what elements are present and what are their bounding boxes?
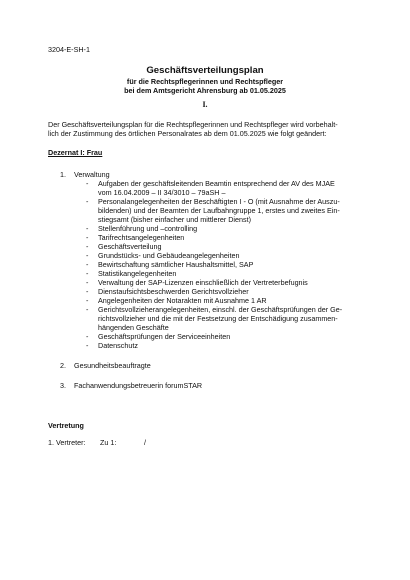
sub-list [86,179,365,350]
list-gap [60,370,365,381]
intro-line: Der Geschäftsverteilungsplan für die Rechtspflegerinnen und Rechtspfleger wird vorbehalt- [48,120,338,129]
sub-list-item [86,332,365,341]
sub-list-item [86,197,365,224]
sub-item-text [98,179,335,197]
zu-label: Zu 1: [100,438,117,447]
sub-list-item [86,278,365,287]
sub-list-item [86,233,365,242]
sub-list-item [86,287,365,296]
dash-bullet: - [86,278,89,287]
document-title: Geschäftsverteilungsplan [146,65,264,76]
dash-bullet: - [86,269,89,278]
sub-item-text [98,269,176,278]
sub-item-line: Personalangelegenheiten der Beschäftigten I - O (mit Ausnahme der Auszu- [98,197,340,206]
sub-item-line: Statistikangelegenheiten [98,269,177,278]
list-item-number: 3. [60,381,66,390]
document-id: 3204-E-SH-1 [48,45,90,54]
duty-list [60,170,365,390]
sub-item-line: Geschäftsprüfungen der Serviceeinheiten [98,332,231,341]
vertretung-heading: Vertretung [48,421,84,430]
sub-item-text [98,260,253,269]
dash-bullet: - [86,224,89,233]
sub-item-line: vom 16.04.2009 – II 34/3010 – 79aSH – [98,188,226,197]
title-block [48,65,362,95]
sub-item-line: Dienstaufsichtsbeschwerden Gerichtsvollzieher [98,287,249,296]
sub-list-item [86,242,365,251]
list-item-label: Verwaltung [74,170,110,179]
sub-item-line: Angelegenheiten der Notarakten mit Ausnahme 1 AR [98,296,267,305]
intro-paragraph [48,120,362,138]
sub-list-item [86,296,365,305]
sub-item-text [98,233,184,242]
sub-item-text [98,197,340,224]
dash-bullet: - [86,287,89,296]
sub-item-line: Grundstücks- und Gebäudeangelegenheiten [98,251,240,260]
list-item-label: Gesundheitsbeauftragte [74,361,151,370]
sub-item-text [98,242,162,251]
dash-bullet: - [86,341,89,350]
sub-item-text [98,341,138,350]
sub-list-item [86,251,365,260]
sub-item-text [98,278,308,287]
dash-bullet: - [86,242,89,251]
dash-bullet: - [86,251,89,260]
intro-line: lich der Zustimmung des örtlichen Personalrates ab dem 01.05.2025 wie folgt geändert: [48,129,327,138]
sub-list-item [86,224,365,233]
section-number: I. [202,100,208,109]
vertreter-label: 1. Vertreter: [48,438,86,447]
sub-list-item [86,179,365,197]
sub-item-text [98,224,197,233]
sub-item-line: Aufgaben der geschäftsleitenden Beamtin entsprechend der AV des MJAE [98,179,335,188]
sub-item-line: stiegsamt (bisher einfacher und mittlerer Dienst) [98,215,251,224]
title-line-3: bei dem Amtsgericht Ahrensburg ab 01.05.2025 [124,86,286,95]
dash-bullet: - [86,332,89,341]
list-gap [60,350,365,361]
title-line-2: für die Rechtspflegerinnen und Rechtspfleger [126,77,284,86]
list-item [60,361,365,370]
sub-item-text [98,287,249,296]
sub-item-line: Verwaltung der SAP-Lizenzen einschließlich der Vertreterbefugnis [98,278,308,287]
dash-bullet: - [86,179,89,188]
dash-bullet: - [86,197,89,206]
sub-item-line: Bewirtschaftung sämtlicher Haushaltsmittel, SAP [98,260,254,269]
dash-bullet: - [86,296,89,305]
sub-item-text [98,296,267,305]
sub-item-line: Tarifrechtsangelegenheiten [98,233,185,242]
list-item [60,381,365,390]
sub-item-text [98,305,342,332]
list-item-label: Fachanwendungsbetreuerin forumSTAR [74,381,203,390]
sub-list-item [86,260,365,269]
sub-item-line: richtsvollzieher und die mit der Festsetzung der Entschädigung zusammen- [98,314,338,323]
sub-item-text [98,251,239,260]
list-item-number: 1. [60,170,66,179]
sub-item-line: hängenden Geschäfte [98,323,169,332]
sub-list-item [86,305,365,332]
sub-item-line: Gerichtsvollzieherangelegenheiten, einschl. der Geschäftsprüfungen der Ge- [98,305,343,314]
slash-separator: / [144,438,146,447]
sub-list-item [86,341,365,350]
list-item [60,170,365,179]
sub-list-item [86,269,365,278]
dash-bullet: - [86,233,89,242]
list-item-number: 2. [60,361,66,370]
dash-bullet: - [86,260,89,269]
sub-item-line: Geschäftsverteilung [98,242,162,251]
sub-item-text [98,332,230,341]
sub-item-line: Stellenführung und –controlling [98,224,198,233]
dash-bullet: - [86,305,89,314]
sub-item-line: Datenschutz [98,341,138,350]
sub-item-line: bildenden) und der Beamten der Laufbahngruppe 1, erstes und zweites Ein- [98,206,340,215]
dezernat-heading: Dezernat I: Frau [48,148,103,157]
